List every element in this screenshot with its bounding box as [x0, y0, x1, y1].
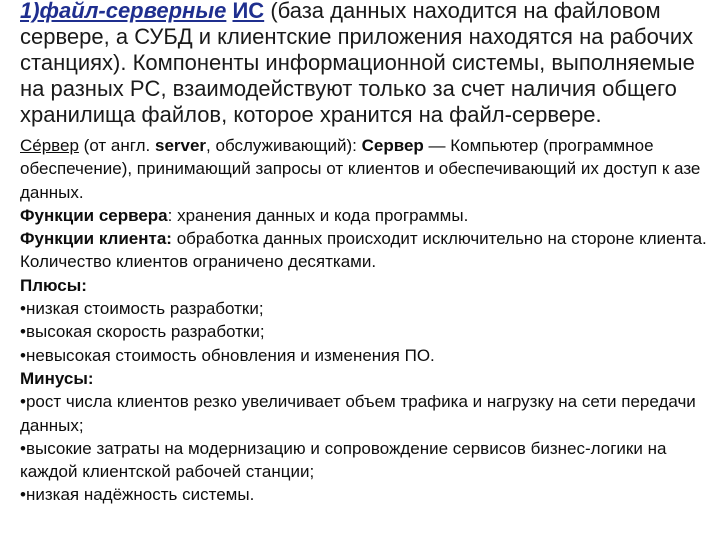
- cons-item: •низкая надёжность системы.: [20, 485, 255, 505]
- cons-item: •высокие затраты на модернизацию и сопровождение сервисов бизнес-логики на каждой клиентской рабочей станции;: [20, 438, 667, 482]
- server-functions: [20, 204, 710, 227]
- server-term-ru: Сервер: [361, 136, 424, 155]
- server-definition-text-1: (от англ.: [83, 136, 151, 155]
- pros-label: Плюсы:: [20, 275, 87, 295]
- server-definition-text-3: — Компьютер (программное обеспечение), принимающий запросы от клиентов и обеспечивающий их доступ к азе данных.: [20, 136, 701, 202]
- server-functions-label: Функции сервера: [20, 205, 168, 225]
- client-functions: [20, 227, 710, 274]
- client-functions-text: обработка данных происходит исключительно на стороне клиента. Количество клиентов ограничено десятками.: [20, 229, 707, 272]
- intro-paragraph: [20, 0, 710, 128]
- intro-heading: 1)файл-серверные: [20, 0, 227, 23]
- intro-text: (база данных находится на файловом сервере, а СУБД и клиентские приложения находятся на рабочих станциях). Компоненты информационной системы, выполняемые на разных PC, взаимодействуют только за счет наличия общего хранилища файлов, которое хранится на файл-сервере.: [20, 0, 695, 127]
- slide-content: [20, 0, 710, 507]
- server-definition: [20, 134, 710, 204]
- cons-item: •рост числа клиентов резко увеличивает объем трафика и нагрузку на сети передачи данных;: [20, 392, 696, 435]
- cons-label: Минусы:: [20, 368, 94, 388]
- server-definition-text-2: , обслуживающий):: [206, 136, 357, 155]
- server-term: Се́рвер: [20, 136, 79, 155]
- pros-item: •низкая стоимость разработки;: [20, 299, 264, 319]
- server-functions-text: : хранения данных и кода программы.: [167, 205, 469, 225]
- body-text: [20, 134, 710, 507]
- pros-item: •невысокая стоимость обновления и изменения ПО.: [20, 345, 435, 365]
- client-functions-label: Функции клиента:: [20, 229, 172, 249]
- pros-item: •высокая скорость разработки;: [20, 322, 265, 342]
- server-term-en: server: [154, 136, 207, 155]
- intro-heading-is: ИС: [232, 0, 265, 23]
